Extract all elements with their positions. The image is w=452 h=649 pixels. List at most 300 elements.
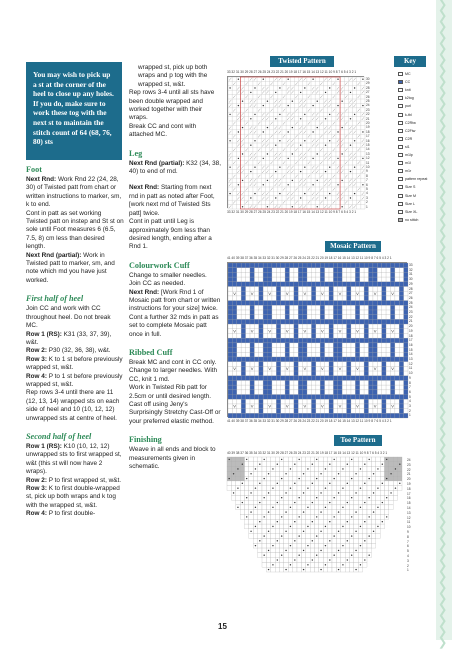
mosaic-cell — [364, 319, 368, 324]
row-number: 2 — [409, 408, 411, 413]
toe-cell — [245, 524, 249, 529]
toe-cell — [354, 457, 358, 462]
twist-symbol: ⟋ — [332, 81, 336, 86]
twist-symbol: ⟋ — [274, 77, 278, 82]
toe-cell — [249, 534, 253, 539]
purl-dot — [304, 114, 305, 115]
mosaic-cell — [289, 319, 293, 324]
mosaic-cell — [259, 409, 263, 414]
toe-cell — [398, 471, 402, 476]
twist-symbol: ⟋ — [270, 121, 273, 126]
toe-cell — [350, 543, 354, 548]
mosaic-cell — [272, 263, 276, 268]
twist-symbol: ⟋ — [332, 108, 336, 113]
twist-symbol: ⟋ — [328, 77, 331, 82]
toe-cell — [336, 467, 340, 472]
twisted-pattern-title: Twisted Pattern — [270, 56, 334, 67]
instruction-label: Next Rnd: — [129, 288, 160, 296]
mosaic-cell — [272, 301, 276, 306]
toe-cell — [280, 548, 284, 553]
mosaic-cell — [316, 357, 320, 362]
mosaic-cell — [259, 404, 263, 409]
row-number: 22 — [409, 314, 413, 319]
mosaic-cell — [351, 301, 355, 306]
section-heading: Second half of heel — [26, 431, 92, 441]
purl-dot — [377, 468, 378, 469]
purl-dot — [267, 101, 268, 102]
twist-symbol: ⟋ — [253, 183, 257, 188]
toe-cell — [240, 467, 244, 472]
toe-cell — [323, 558, 327, 563]
mosaic-cell — [382, 301, 386, 306]
purl-dot — [325, 564, 326, 565]
twist-symbol: ⟋ — [249, 152, 253, 157]
toe-cell — [354, 515, 358, 520]
toe-cell — [293, 543, 297, 548]
mosaic-cell — [355, 277, 359, 282]
mosaic-cell — [360, 357, 364, 362]
toe-cell — [323, 538, 327, 543]
mosaic-cell — [355, 352, 359, 357]
slip-symbol: V — [373, 366, 377, 372]
toe-cell — [345, 529, 349, 534]
toe-cell — [323, 519, 327, 524]
mosaic-cell — [303, 268, 307, 273]
mosaic-cell — [241, 291, 245, 296]
toe-cell — [297, 558, 301, 563]
mosaic-cell — [298, 301, 302, 306]
twist-symbol: ⟋ — [257, 147, 261, 152]
instruction-text: Cont a further 32 mds in patt as set to complete Mosaic patt once in full. — [129, 313, 219, 338]
toe-cell — [371, 467, 375, 472]
toe-cell — [328, 495, 332, 500]
slip-symbol: V — [285, 366, 289, 372]
mosaic-cell — [355, 376, 359, 381]
twist-symbol: ⟋ — [286, 112, 290, 117]
mosaic-cell — [377, 357, 381, 362]
slip-symbol: V — [321, 366, 324, 372]
key-swatch — [398, 80, 403, 84]
mosaic-cell — [355, 282, 359, 287]
twist-symbol: ⟋ — [303, 99, 307, 104]
twist-symbol: ⟋ — [228, 103, 232, 108]
twist-symbol: ⟋ — [257, 174, 261, 179]
purl-dot — [298, 478, 299, 479]
twist-symbol: ⟋ — [320, 147, 323, 152]
toe-cell — [306, 558, 310, 563]
purl-dot — [316, 497, 317, 498]
twist-symbol: ⟋ — [274, 99, 278, 104]
toe-cell — [310, 524, 314, 529]
mosaic-cell — [333, 315, 337, 320]
row-number: 16 — [407, 496, 411, 501]
paragraph — [26, 485, 124, 510]
purl-dot — [399, 463, 400, 464]
mosaic-cell — [347, 399, 351, 404]
mosaic-cell — [320, 348, 324, 353]
purl-dot — [281, 516, 282, 517]
mosaic-cell — [281, 282, 285, 287]
twist-symbol: ⟋ — [253, 156, 257, 161]
purl-dot — [360, 564, 361, 565]
toe-cell — [345, 471, 349, 476]
slip-symbol: V — [373, 290, 377, 296]
twist-symbol: ⟋ — [345, 187, 348, 192]
chevron-icon: ❯ — [438, 417, 448, 429]
purl-dot — [341, 101, 342, 102]
row-number: 24 — [409, 305, 413, 310]
toe-cell — [310, 491, 314, 496]
toe-cell — [293, 567, 297, 572]
toe-cell — [371, 538, 375, 543]
section-heading: Foot — [26, 165, 42, 174]
twist-symbol: ⟋ — [303, 152, 307, 157]
toe-cell — [275, 471, 279, 476]
toe-cell — [288, 500, 292, 505]
mosaic-cell — [390, 305, 394, 310]
toe-cell — [380, 524, 384, 529]
purl-dot — [312, 105, 313, 106]
twist-symbol: ⟋ — [357, 161, 361, 166]
mosaic-cell — [285, 376, 289, 381]
toe-cell — [336, 481, 340, 486]
mosaic-cell — [232, 352, 236, 357]
mosaic-cell — [355, 348, 359, 353]
toe-cell — [293, 486, 297, 491]
toe-cell — [245, 471, 249, 476]
toe-cell — [385, 467, 389, 472]
toe-cell — [332, 529, 336, 534]
twist-symbol: ⟋ — [282, 95, 286, 100]
mosaic-cell — [373, 310, 377, 315]
twist-symbol: ⟋ — [241, 191, 244, 196]
mosaic-cell — [250, 390, 254, 395]
mosaic-cell — [228, 301, 232, 306]
row-number: 30 — [409, 277, 413, 282]
slip-symbol: V — [233, 328, 236, 334]
twist-symbol: ⟋ — [270, 108, 273, 113]
twist-symbol: ⟋ — [257, 134, 261, 139]
purl-dot — [303, 492, 304, 493]
mosaic-cell — [294, 333, 298, 338]
twist-symbol: ⟋ — [291, 86, 294, 91]
toe-cell — [280, 510, 284, 515]
purl-dot — [229, 140, 230, 141]
paragraph — [129, 160, 221, 177]
twist-symbol: ⟋ — [291, 191, 294, 196]
paragraph — [129, 314, 221, 339]
paragraph — [129, 446, 221, 471]
twist-symbol: ⟋ — [286, 169, 290, 174]
toe-cell — [354, 543, 358, 548]
row-number: 24 — [407, 458, 411, 462]
row-number: 26 — [409, 295, 413, 300]
mosaic-cell — [390, 376, 394, 381]
twist-symbol: ⟋ — [278, 125, 282, 130]
toe-cell — [398, 486, 402, 491]
mosaic-cell — [382, 409, 386, 414]
purl-dot — [329, 540, 330, 541]
toe-cell — [275, 476, 279, 481]
twist-symbol: ⟋ — [336, 86, 340, 91]
purl-dot — [255, 507, 256, 508]
toe-cell — [376, 529, 380, 534]
mosaic-cell — [298, 413, 302, 418]
mosaic-cell — [250, 395, 254, 400]
purl-dot — [333, 459, 334, 460]
twist-symbol: ⟋ — [349, 130, 352, 135]
toe-cell — [315, 491, 319, 496]
purl-dot — [307, 468, 308, 469]
toe-cell — [284, 505, 288, 510]
toe-cell — [376, 500, 380, 505]
mosaic-cell — [268, 390, 272, 395]
mosaic-cell — [338, 263, 342, 268]
mosaic-cell — [276, 282, 280, 287]
mosaic-cell — [241, 357, 245, 362]
paragraph — [26, 305, 124, 330]
twist-symbol: ⟋ — [237, 139, 240, 144]
toe-cell — [275, 486, 279, 491]
mosaic-cell — [259, 263, 263, 268]
mosaic-cell — [232, 395, 236, 400]
purl-dot — [337, 131, 338, 132]
purl-dot — [329, 463, 330, 464]
twist-symbol: ⟋ — [257, 95, 261, 100]
row-number: 16 — [366, 138, 370, 143]
mosaic-cell — [355, 338, 359, 343]
mosaic-cell — [272, 338, 276, 343]
toe-cell — [380, 510, 384, 515]
twist-symbol: ⟋ — [320, 174, 323, 179]
toe-cell — [358, 534, 362, 539]
mosaic-cell — [329, 329, 333, 334]
twist-symbol: ⟋ — [328, 152, 331, 157]
toe-cell — [385, 491, 389, 496]
purl-dot — [255, 468, 256, 469]
purl-dot — [342, 545, 343, 546]
purl-dot — [242, 127, 243, 128]
toe-cell — [275, 534, 279, 539]
purl-dot — [362, 131, 363, 132]
row-number: 29 — [366, 81, 370, 86]
chevron-icon: ❯ — [438, 186, 448, 198]
toe-cell — [280, 505, 284, 510]
twist-symbol: ⟋ — [345, 161, 348, 166]
twist-symbol: ⟋ — [278, 103, 282, 108]
mosaic-cell — [320, 282, 324, 287]
toe-cell — [315, 558, 319, 563]
mosaic-cell — [289, 395, 293, 400]
purl-dot — [347, 540, 348, 541]
mosaic-cell — [316, 376, 320, 381]
toe-cell — [341, 481, 345, 486]
mosaic-cell — [268, 268, 272, 273]
chevron-icon: ❯ — [438, 362, 448, 374]
instruction-label: Row 4: — [26, 510, 47, 518]
mosaic-cell — [276, 324, 280, 329]
toe-cell — [258, 505, 262, 510]
purl-dot — [268, 492, 269, 493]
mosaic-cell — [298, 263, 302, 268]
toe-cell — [293, 491, 297, 496]
mosaic-cell — [390, 338, 394, 343]
purl-dot — [285, 531, 286, 532]
mosaic-cell — [263, 319, 267, 324]
twist-symbol: ⟋ — [299, 178, 302, 183]
twist-symbol: ⟋ — [332, 187, 336, 192]
mosaic-cell — [228, 277, 232, 282]
toe-cell — [363, 562, 367, 567]
key-label: MC — [405, 72, 411, 76]
row-number: 23 — [407, 462, 411, 467]
mosaic-cell — [303, 390, 307, 395]
mosaic-cell — [303, 413, 307, 418]
toe-cell — [306, 471, 310, 476]
mosaic-cell — [241, 338, 245, 343]
purl-dot — [303, 511, 304, 512]
toe-cell — [271, 515, 275, 520]
purl-dot — [316, 555, 317, 556]
twist-symbol: ⟋ — [324, 152, 327, 157]
toe-cell — [332, 524, 336, 529]
toe-cell — [319, 553, 323, 558]
mosaic-cell — [246, 282, 250, 287]
twist-symbol: ⟋ — [282, 81, 286, 86]
mosaic-cell — [289, 376, 293, 381]
mosaic-cell — [360, 319, 364, 324]
toe-cell — [280, 529, 284, 534]
mosaic-cell — [268, 343, 272, 348]
mosaic-cell — [368, 357, 372, 362]
mosaic-cell — [263, 380, 267, 385]
twist-symbol: ⟋ — [320, 108, 323, 113]
row-number: 4 — [407, 554, 409, 558]
twist-symbol: ⟋ — [270, 200, 273, 205]
toe-cell — [249, 524, 253, 529]
toe-cell — [262, 543, 266, 548]
toe-cell — [328, 457, 332, 462]
mosaic-cell — [237, 357, 241, 362]
purl-dot — [290, 545, 291, 546]
mosaic-cell — [325, 263, 329, 268]
toe-cell — [367, 519, 371, 524]
toe-cell — [350, 538, 354, 543]
mosaic-cell — [294, 399, 298, 404]
twist-symbol: ⟋ — [361, 112, 365, 117]
key-title: Key — [394, 56, 426, 67]
toe-cell — [288, 538, 292, 543]
mosaic-cell — [399, 263, 403, 268]
purl-dot — [368, 459, 369, 460]
twist-symbol: ⟋ — [311, 143, 315, 148]
mosaic-cell — [298, 357, 302, 362]
toe-cell — [328, 471, 332, 476]
twist-symbol: ⟋ — [245, 95, 248, 100]
toe-cell — [306, 519, 310, 524]
toe-cell — [293, 505, 297, 510]
mosaic-cell — [320, 343, 324, 348]
purl-dot — [325, 145, 326, 146]
mosaic-cell — [320, 301, 324, 306]
toe-cell — [385, 505, 389, 510]
row-number: 21 — [407, 472, 411, 477]
twist-symbol: ⟋ — [353, 178, 356, 183]
twist-symbol: ⟋ — [241, 117, 244, 122]
twist-symbol: ⟋ — [274, 205, 278, 210]
purl-dot — [307, 507, 308, 508]
toe-cell — [336, 495, 340, 500]
purl-dot — [312, 131, 313, 132]
twist-symbol: ⟋ — [228, 178, 232, 183]
mosaic-cell — [338, 305, 342, 310]
mosaic-cell — [228, 338, 232, 343]
mosaic-cell — [294, 404, 298, 409]
mosaic-cell — [298, 343, 302, 348]
purl-dot — [294, 463, 295, 464]
mosaic-cell — [303, 380, 307, 385]
mosaic-cell — [364, 409, 368, 414]
toe-cell — [227, 471, 231, 476]
mosaic-cell — [228, 390, 232, 395]
mosaic-cell — [311, 324, 315, 329]
mosaic-cell — [250, 348, 254, 353]
mosaic-cell — [298, 272, 302, 277]
mosaic-cell — [298, 380, 302, 385]
mosaic-cell — [263, 282, 267, 287]
mosaic-cell — [320, 380, 324, 385]
mosaic-cell — [294, 296, 298, 301]
toe-cell — [315, 529, 319, 534]
mosaic-cell — [390, 348, 394, 353]
toe-cell — [350, 567, 354, 572]
slip-symbol: V — [321, 290, 324, 296]
mosaic-cell — [303, 338, 307, 343]
mosaic-cell — [347, 371, 351, 376]
mosaic-cell — [303, 343, 307, 348]
mosaic-cell — [347, 282, 351, 287]
toe-cell — [315, 471, 319, 476]
mosaic-cell — [298, 338, 302, 343]
mosaic-cell — [241, 282, 245, 287]
mosaic-cell — [241, 333, 245, 338]
twist-symbol: ⟋ — [232, 200, 236, 205]
spacer — [129, 176, 221, 184]
twist-symbol: ⟋ — [253, 178, 257, 183]
mosaic-cell — [268, 277, 272, 282]
paragraph — [129, 401, 221, 426]
toe-cell — [262, 529, 266, 534]
mosaic-cell — [347, 333, 351, 338]
mosaic-cell — [289, 413, 293, 418]
purl-dot — [399, 483, 400, 484]
mosaic-cell — [404, 268, 408, 273]
mosaic-cell — [228, 272, 232, 277]
mosaic-cell — [311, 376, 315, 381]
toe-cell — [350, 486, 354, 491]
toe-cell — [371, 543, 375, 548]
paragraph — [26, 510, 124, 518]
twist-symbol: ⟋ — [249, 103, 253, 108]
mosaic-cell — [285, 385, 289, 390]
twist-symbol: ⟋ — [295, 108, 298, 113]
toe-cell — [306, 495, 310, 500]
mosaic-cell — [382, 362, 386, 367]
twist-symbol: ⟋ — [361, 169, 365, 174]
mosaic-cell — [373, 277, 377, 282]
toe-cell — [275, 529, 279, 534]
twisted-pattern-chart — [227, 76, 364, 208]
